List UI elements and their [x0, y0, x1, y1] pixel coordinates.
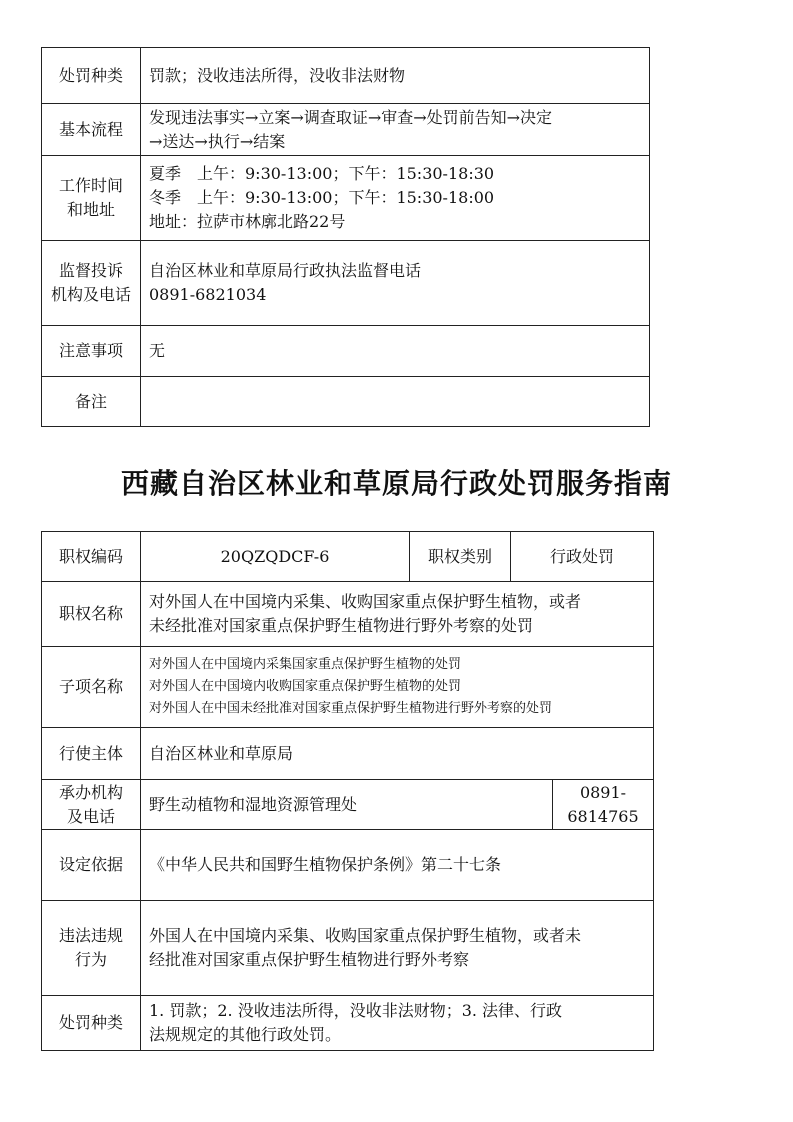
worktime-line: 冬季 上午：9:30-13:00；下午：15:30-18:00 — [149, 188, 495, 207]
remarks-label: 备注 — [42, 377, 141, 427]
subitem-line: 对外国人在中国境内采集国家重点保护野生植物的处罚 — [149, 657, 462, 672]
worktime-label — [42, 156, 141, 241]
agency-phone: 0891-6814765 — [553, 780, 654, 830]
supervision-line: 0891-6821034 — [149, 285, 267, 304]
violation-label — [42, 901, 141, 996]
subitem-value — [141, 647, 654, 728]
worktime-value — [141, 156, 650, 241]
row-basis — [42, 830, 654, 901]
row-penalty — [42, 996, 654, 1051]
penalty-label: 处罚种类 — [42, 996, 141, 1051]
basis-label: 设定依据 — [42, 830, 141, 901]
process-label: 基本流程 — [42, 104, 141, 156]
subject-label: 行使主体 — [42, 728, 141, 780]
subitem-label: 子项名称 — [42, 647, 141, 728]
violation-line: 外国人在中国境内采集、收购国家重点保护野生植物，或者未 — [149, 926, 582, 945]
supervision-label-line: 机构及电话 — [50, 285, 131, 304]
supervision-label-line: 监督投诉 — [58, 261, 123, 280]
row-subitem — [42, 647, 654, 728]
row-name — [42, 582, 654, 647]
penalty-line: 法规规定的其他行政处罚。 — [149, 1025, 342, 1044]
subject-value: 自治区林业和草原局 — [141, 728, 654, 780]
agency-label — [42, 780, 141, 830]
row-worktime — [42, 156, 650, 241]
row-code — [42, 532, 654, 582]
penalty-value — [141, 996, 654, 1051]
name-line: 未经批准对国家重点保护野生植物进行野外考察的处罚 — [149, 616, 534, 635]
penalty-type-label: 处罚种类 — [42, 48, 141, 104]
penalty-type-value: 罚款；没收违法所得，没收非法财物 — [141, 48, 650, 104]
remarks-value — [141, 377, 650, 427]
worktime-line: 地址：拉萨市林廓北路22号 — [149, 212, 346, 231]
row-remarks — [42, 377, 650, 427]
name-value — [141, 582, 654, 647]
category-label: 职权类别 — [410, 532, 511, 582]
worktime-label-line: 和地址 — [66, 200, 115, 219]
row-penalty-type — [42, 48, 650, 104]
process-line: 发现违法事实→立案→调查取证→审查→处罚前告知→决定 — [149, 107, 553, 127]
agency-value: 野生动植物和湿地资源管理处 — [141, 780, 553, 830]
penalty-line: 1. 罚款；2. 没收违法所得，没收非法财物；3. 法律、行政 — [149, 1001, 563, 1020]
row-violation — [42, 901, 654, 996]
agency-label-line: 承办机构 — [58, 782, 123, 802]
row-supervision — [42, 241, 650, 326]
agency-label-line: 及电话 — [66, 806, 115, 826]
subitem-line: 对外国人在中国境内收购国家重点保护野生植物的处罚 — [149, 679, 462, 694]
name-label: 职权名称 — [42, 582, 141, 647]
row-subject — [42, 728, 654, 780]
worktime-line: 夏季 上午：9:30-13:00；下午：15:30-18:30 — [149, 164, 495, 183]
notes-label: 注意事项 — [42, 326, 141, 377]
process-line: →送达→执行→结案 — [149, 131, 286, 151]
supervision-label — [42, 241, 141, 326]
notes-value: 无 — [141, 326, 650, 377]
subitem-line: 对外国人在中国未经批准对国家重点保护野生植物进行野外考察的处罚 — [149, 701, 553, 716]
guide-table-continued — [41, 47, 650, 427]
page-title: 西藏自治区林业和草原局行政处罚服务指南 — [120, 467, 672, 500]
category-value: 行政处罚 — [511, 532, 654, 582]
code-label: 职权编码 — [42, 532, 141, 582]
violation-line: 经批准对国家重点保护野生植物进行野外考察 — [149, 950, 470, 969]
violation-value — [141, 901, 654, 996]
code-value: 20QZQDCF-6 — [141, 532, 410, 582]
name-line: 对外国人在中国境内采集、收购国家重点保护野生植物，或者 — [149, 592, 582, 611]
process-value — [141, 104, 650, 156]
supervision-line: 自治区林业和草原局行政执法监督电话 — [149, 261, 422, 280]
basis-value: 《中华人民共和国野生植物保护条例》第二十七条 — [141, 830, 654, 901]
row-notes — [42, 326, 650, 377]
row-agency — [42, 780, 654, 830]
guide-table — [41, 531, 654, 1051]
supervision-value — [141, 241, 650, 326]
worktime-label-line: 工作时间 — [58, 176, 123, 195]
row-process — [42, 104, 650, 156]
violation-label-line: 违法违规 — [58, 926, 123, 945]
violation-label-line: 行为 — [74, 950, 107, 969]
